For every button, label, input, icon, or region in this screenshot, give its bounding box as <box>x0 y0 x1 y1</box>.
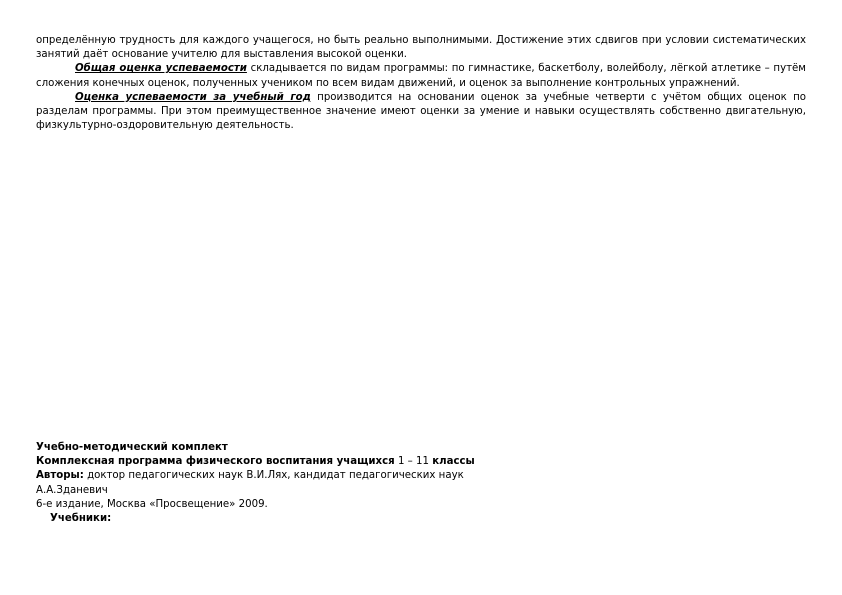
program-grades-suffix: классы <box>432 456 475 468</box>
assessment-text <box>36 34 806 133</box>
overall-assessment-text: складывается по видам программы: по гимнастике, баскетболу, волейболу, лёгкой атлетике – путём сложения конечных оценок, полученных учеником по всем видам движений, и оценок за выполнение контрольных упражнений. <box>36 63 806 89</box>
paragraph-continuation <box>36 34 806 62</box>
program-title: Комплексная программа физического воспитания учащихся <box>36 456 395 468</box>
authors-label: Авторы: <box>36 470 84 482</box>
program-grades: 1 – 11 <box>394 456 433 468</box>
annual-assessment-text: производится на основании оценок за учебные четверти с учётом общих оценок по разделам программы. При этом преимущественное значение имеют оценки за умение и навыки осуществлять собственно двигательную, физкультурно-оздоровительную деятельность. <box>36 91 806 132</box>
edition-line: 6-е издание, Москва «Просвещение» 2009. <box>36 498 268 510</box>
authors-text: доктор педагогических наук В.И.Лях, кандидат педагогических наук <box>83 470 464 482</box>
paragraph-annual-assessment <box>36 91 806 134</box>
term-overall-assessment: Общая оценка успеваемости <box>75 63 247 75</box>
textbooks-label: Учебники: <box>50 513 112 525</box>
authors-continuation: А.А.Зданевич <box>36 484 108 496</box>
teaching-kit-heading: Учебно-методический комплект <box>36 442 228 453</box>
paragraph-overall-assessment <box>36 62 806 90</box>
paragraph-continuation-text: определённую трудность для каждого учащегося, но быть реально выполнимыми. Достижение этих сдвигов при условии систематических занятий даёт основание учителю для выставления высокой оценки. <box>36 35 806 61</box>
authors-line <box>36 469 796 483</box>
program-line <box>36 455 796 469</box>
term-annual-assessment: Оценка успеваемости за учебный год <box>75 91 311 103</box>
teaching-kit-section <box>36 441 796 526</box>
